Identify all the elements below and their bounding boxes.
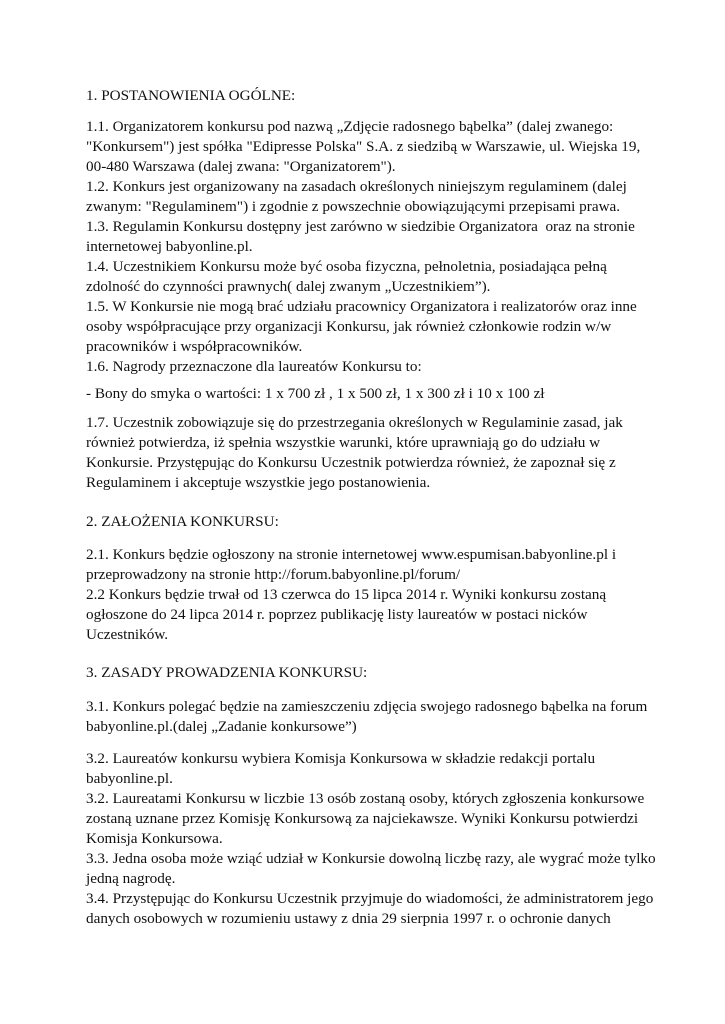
- paragraph-3-1-line-1: 3.1. Konkurs polegać będzie na zamieszczeniu zdjęcia swojego radosnego bąbelka na forum: [86, 698, 648, 715]
- paragraph-1-4-line-2: zdolność do czynności prawnych( dalej zwanym „Uczestnikiem”).: [86, 278, 491, 295]
- paragraph-3-3-line-2: jedną nagrodę.: [86, 870, 176, 887]
- paragraph-2-1-line-1: 2.1. Konkurs będzie ogłoszony na stronie internetowej www.espumisan.babyonline.pl i: [86, 546, 617, 563]
- paragraph-1-5-line-3: pracowników i współpracowników.: [86, 338, 303, 355]
- paragraph-1-3-line-1: 1.3. Regulamin Konkursu dostępny jest zarówno w siedzibie Organizatora oraz na stronie: [86, 218, 635, 235]
- paragraph-1-5-line-2: osoby współpracujące przy organizacji Konkursu, jak również członkowie rodzin w/w: [86, 318, 612, 335]
- paragraph-1-1-line-3: 00-480 Warszawa (dalej zwana: "Organizatorem").: [86, 158, 396, 175]
- section-3-heading: 3. ZASADY PROWADZENIA KONKURSU:: [86, 664, 368, 681]
- paragraph-1-3-line-2: internetowej babyonline.pl.: [86, 238, 253, 255]
- paragraph-3-2b-line-1: 3.2. Laureatami Konkursu w liczbie 13 osób zostaną osoby, których zgłoszenia konkursowe: [86, 790, 645, 807]
- paragraph-1-1-line-1: 1.1. Organizatorem konkursu pod nazwą „Zdjęcie radosnego bąbelka” (dalej zwanego:: [86, 118, 614, 135]
- section-1-heading: 1. POSTANOWIENIA OGÓLNE:: [86, 87, 296, 104]
- paragraph-1-7-line-1: 1.7. Uczestnik zobowiązuje się do przestrzegania określonych w Regulaminie zasad, jak: [86, 414, 623, 431]
- paragraph-2-1-line-2: przeprowadzony na stronie http://forum.babyonline.pl/forum/: [86, 566, 461, 583]
- paragraph-3-2b-line-3: Komisja Konkursowa.: [86, 830, 223, 847]
- paragraph-1-7-line-2: również potwierdza, iż spełnia wszystkie warunki, które uprawniają go do udziału w: [86, 434, 601, 451]
- paragraph-2-2-line-1: 2.2 Konkurs będzie trwał od 13 czerwca do 15 lipca 2014 r. Wyniki konkursu zostaną: [86, 586, 607, 603]
- paragraph-1-6-line-1: 1.6. Nagrody przeznaczone dla laureatów Konkursu to:: [86, 358, 422, 375]
- paragraph-1-1-line-2: "Konkursem") jest spółka "Edipresse Polska" S.A. z siedzibą w Warszawie, ul. Wiejska 19,: [86, 138, 641, 155]
- paragraph-1-5-line-1: 1.5. W Konkursie nie mogą brać udziału pracownicy Organizatora i realizatorów oraz inne: [86, 298, 637, 315]
- paragraph-3-3-line-1: 3.3. Jedna osoba może wziąć udział w Konkursie dowolną liczbę razy, ale wygrać może tylko: [86, 850, 656, 867]
- paragraph-1-7-line-4: Regulaminem i akceptuje wszystkie jego postanowienia.: [86, 474, 431, 491]
- paragraph-3-2a-line-1: 3.2. Laureatów konkursu wybiera Komisja Konkursowa w składzie redakcji portalu: [86, 750, 596, 767]
- paragraph-2-2-line-3: Uczestników.: [86, 626, 169, 643]
- paragraph-2-2-line-2: ogłoszone do 24 lipca 2014 r. poprzez publikację listy laureatów w postaci nicków: [86, 606, 588, 623]
- paragraph-1-4-line-1: 1.4. Uczestnikiem Konkursu może być osoba fizyczna, pełnoletnia, posiadająca pełną: [86, 258, 607, 275]
- paragraph-1-7-line-3: Konkursie. Przystępując do Konkursu Uczestnik potwierdza również, że zapoznał się z: [86, 454, 616, 471]
- paragraph-1-2-line-2: zwanym: "Regulaminem") i zgodnie z powszechnie obowiązującymi przepisami prawa.: [86, 198, 621, 215]
- paragraph-3-2a-line-2: babyonline.pl.: [86, 770, 173, 787]
- paragraph-1-2-line-1: 1.2. Konkurs jest organizowany na zasadach określonych niniejszym regulaminem (dalej: [86, 178, 627, 195]
- paragraph-3-4-line-1: 3.4. Przystępując do Konkursu Uczestnik przyjmuje do wiadomości, że administratorem jego: [86, 890, 654, 907]
- paragraph-3-4-line-2: danych osobowych w rozumieniu ustawy z dnia 29 sierpnia 1997 r. o ochronie danych: [86, 910, 611, 927]
- prizes-line: - Bony do smyka o wartości: 1 x 700 zł , 1 x 500 zł, 1 x 300 zł i 10 x 100 zł: [86, 385, 545, 402]
- section-2-heading: 2. ZAŁOŻENIA KONKURSU:: [86, 513, 279, 530]
- paragraph-3-2b-line-2: zostaną uznane przez Komisję Konkursową za najciekawsze. Wyniki Konkursu potwierdzi: [86, 810, 639, 827]
- paragraph-3-1-line-2: babyonline.pl.(dalej „Zadanie konkursowe”): [86, 718, 357, 735]
